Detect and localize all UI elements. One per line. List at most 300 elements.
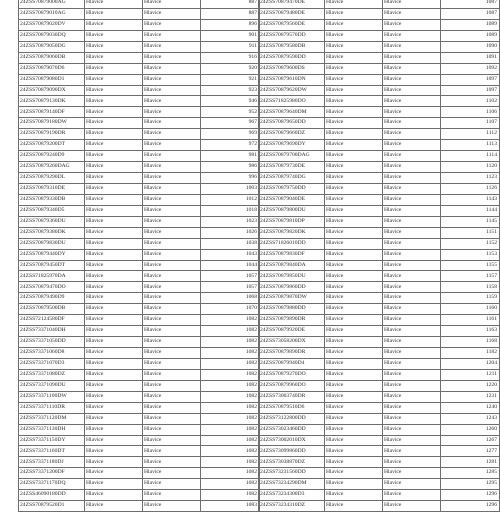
part-number-cell: 24ZSS71825980DO	[259, 96, 325, 107]
description-cell: Hlavice	[85, 380, 143, 391]
table-row	[259, 0, 500, 8]
description-cell: Hlavice	[85, 326, 143, 337]
description-cell: Hlavice	[325, 282, 383, 293]
part-number-cell: 24ZSS73371100DW	[19, 391, 85, 402]
table-row	[259, 238, 500, 249]
part-number-cell: 24ZSS73058200DX	[259, 337, 325, 348]
value-cell: 896	[201, 19, 260, 30]
description-cell: Hlavice	[325, 468, 383, 479]
part-number-cell: 24ZSS70879130DK	[19, 96, 85, 107]
value-cell: 1123	[441, 173, 500, 184]
part-number-cell: 24ZSS70879510D6	[259, 402, 325, 413]
table-row	[259, 380, 500, 391]
description-cell: Hlavice	[325, 227, 383, 238]
description-cell: Hlavice	[325, 315, 383, 326]
description-cell: Hlavice	[383, 260, 441, 271]
description-cell: Hlavice	[143, 424, 201, 435]
part-number-cell: 24ZSS70879450DT	[19, 260, 85, 271]
description-cell: Hlavice	[143, 19, 201, 30]
description-cell: Hlavice	[143, 173, 201, 184]
description-cell: Hlavice	[143, 468, 201, 479]
value-cell: 1082	[201, 369, 260, 380]
part-number-cell: 24ZSS70879800DU	[259, 205, 325, 216]
description-cell: Hlavice	[383, 227, 441, 238]
table-row	[19, 391, 260, 402]
value-cell: 911	[201, 41, 260, 52]
part-number-cell: 24ZSS70879740DG	[259, 173, 325, 184]
value-cell: 1057	[201, 271, 260, 282]
part-number-cell: 24ZSS70879590DD	[259, 52, 325, 63]
value-cell: 981	[201, 151, 260, 162]
part-number-cell: 24ZSS73122800DD	[259, 413, 325, 424]
value-cell: 1087	[441, 0, 500, 8]
value-cell: 1281	[441, 457, 500, 468]
description-cell: Hlavice	[143, 118, 201, 129]
description-cell: Hlavice	[85, 337, 143, 348]
value-cell: 1120	[441, 162, 500, 173]
description-cell: Hlavice	[325, 63, 383, 74]
part-number-cell: 24ZSS72124580DF	[19, 315, 85, 326]
description-cell: Hlavice	[325, 337, 383, 348]
part-number-cell: 24ZSS70879360DU	[19, 216, 85, 227]
description-cell: Hlavice	[325, 194, 383, 205]
part-number-cell: 24ZSS73234290DM	[259, 479, 325, 490]
description-cell: Hlavice	[143, 402, 201, 413]
table-row	[19, 435, 260, 446]
part-number-cell: 24ZSS46090180DD	[19, 490, 85, 501]
table-row	[259, 30, 500, 41]
part-number-cell: 24ZSS70879520D1	[19, 501, 85, 512]
description-cell: Hlavice	[383, 271, 441, 282]
value-cell: 916	[201, 52, 260, 63]
description-cell: Hlavice	[383, 173, 441, 184]
value-cell: 1038	[201, 238, 260, 249]
description-cell: Hlavice	[85, 216, 143, 227]
table-row	[19, 107, 260, 118]
value-cell: 1089	[441, 30, 500, 41]
description-cell: Hlavice	[85, 238, 143, 249]
value-cell: 1043	[201, 249, 260, 260]
description-cell: Hlavice	[85, 315, 143, 326]
description-cell: Hlavice	[325, 490, 383, 501]
description-cell: Hlavice	[325, 85, 383, 96]
description-cell: Hlavice	[325, 74, 383, 85]
table-row	[19, 501, 260, 512]
description-cell: Hlavice	[143, 501, 201, 512]
description-cell: Hlavice	[143, 249, 201, 260]
table-row	[19, 216, 260, 227]
table-row	[259, 249, 500, 260]
value-cell: 1106	[441, 107, 500, 118]
description-cell: Hlavice	[325, 326, 383, 337]
table-row	[259, 358, 500, 369]
description-cell: Hlavice	[85, 402, 143, 413]
value-cell: 1182	[441, 348, 500, 359]
description-cell: Hlavice	[325, 435, 383, 446]
part-number-cell: 24ZSS73234300D3	[259, 490, 325, 501]
description-cell: Hlavice	[143, 369, 201, 380]
description-cell: Hlavice	[325, 183, 383, 194]
description-cell: Hlavice	[325, 446, 383, 457]
description-cell: Hlavice	[383, 326, 441, 337]
description-cell: Hlavice	[325, 96, 383, 107]
part-number-cell: 24ZSS73371110DR	[19, 402, 85, 413]
description-cell: Hlavice	[325, 249, 383, 260]
value-cell: 1204	[441, 358, 500, 369]
table-row	[19, 173, 260, 184]
description-cell: Hlavice	[85, 490, 143, 501]
description-cell: Hlavice	[383, 30, 441, 41]
value-cell: 923	[201, 85, 260, 96]
value-cell: 1057	[201, 282, 260, 293]
description-cell: Hlavice	[143, 326, 201, 337]
table-row	[259, 282, 500, 293]
table-row	[259, 107, 500, 118]
table-row	[19, 457, 260, 468]
description-cell: Hlavice	[85, 227, 143, 238]
table-row	[19, 348, 260, 359]
description-cell: Hlavice	[85, 358, 143, 369]
value-cell: 1114	[441, 151, 500, 162]
description-cell: Hlavice	[383, 205, 441, 216]
part-number-cell: 24ZSS73003740DR	[259, 391, 325, 402]
description-cell: Hlavice	[325, 173, 383, 184]
table-row	[19, 52, 260, 63]
description-cell: Hlavice	[85, 107, 143, 118]
description-cell: Hlavice	[325, 304, 383, 315]
value-cell: 1157	[441, 271, 500, 282]
part-number-cell: 24ZSS70879850DU	[259, 271, 325, 282]
description-cell: Hlavice	[85, 194, 143, 205]
value-cell: 1155	[441, 260, 500, 271]
table-row	[259, 183, 500, 194]
description-cell: Hlavice	[325, 479, 383, 490]
description-cell: Hlavice	[383, 74, 441, 85]
value-cell: 1082	[201, 490, 260, 501]
table-row	[19, 282, 260, 293]
part-number-cell: 24ZSS70879240D9	[19, 151, 85, 162]
table-row	[19, 402, 260, 413]
value-cell: 1018	[201, 205, 260, 216]
part-number-cell: 24ZSS73371170DQ	[19, 479, 85, 490]
table-row	[19, 85, 260, 96]
table-row	[259, 402, 500, 413]
part-number-cell: 24ZSS70879010AG	[19, 8, 85, 19]
description-cell: Hlavice	[383, 402, 441, 413]
part-number-cell: 24ZSS70879860DD	[259, 282, 325, 293]
description-cell: Hlavice	[85, 479, 143, 490]
value-cell: 1163	[441, 326, 500, 337]
value-cell: 1070	[201, 304, 260, 315]
part-number-cell: 24ZSS70879440DY	[19, 249, 85, 260]
value-cell: 1082	[201, 479, 260, 490]
description-cell: Hlavice	[383, 151, 441, 162]
description-cell: Hlavice	[325, 424, 383, 435]
description-cell: Hlavice	[325, 107, 383, 118]
table-row	[19, 140, 260, 151]
value-cell: 1082	[201, 358, 260, 369]
table-row	[259, 391, 500, 402]
description-cell: Hlavice	[143, 52, 201, 63]
part-number-cell: 24ZSS70879090DX	[19, 85, 85, 96]
description-cell: Hlavice	[383, 293, 441, 304]
table-row	[259, 271, 500, 282]
table-row	[259, 424, 500, 435]
table-row	[19, 479, 260, 490]
description-cell: Hlavice	[325, 293, 383, 304]
table-row	[19, 337, 260, 348]
description-cell: Hlavice	[85, 63, 143, 74]
table-row	[259, 8, 500, 19]
value-cell: 996	[201, 173, 260, 184]
description-cell: Hlavice	[383, 380, 441, 391]
description-cell: Hlavice	[325, 151, 383, 162]
table-row	[259, 293, 500, 304]
description-cell: Hlavice	[325, 457, 383, 468]
table-row	[19, 194, 260, 205]
description-cell: Hlavice	[383, 479, 441, 490]
table-row	[19, 260, 260, 271]
value-cell: 1260	[441, 424, 500, 435]
description-cell: Hlavice	[383, 358, 441, 369]
description-cell: Hlavice	[143, 457, 201, 468]
description-cell: Hlavice	[85, 19, 143, 30]
value-cell: 1296	[441, 490, 500, 501]
table-row	[259, 74, 500, 85]
part-number-cell: 24ZSS70879470DE	[259, 0, 325, 8]
value-cell: 1151	[441, 227, 500, 238]
value-cell: 1220	[441, 380, 500, 391]
description-cell: Hlavice	[325, 0, 383, 8]
part-number-cell: 24ZSS73099860DD	[259, 446, 325, 457]
description-cell: Hlavice	[325, 205, 383, 216]
part-number-cell: 24ZSS70879020DV	[19, 19, 85, 30]
description-cell: Hlavice	[143, 129, 201, 140]
table-row	[259, 315, 500, 326]
part-number-cell: 24ZSS70879830DF	[259, 249, 325, 260]
value-cell: 1082	[201, 457, 260, 468]
description-cell: Hlavice	[383, 183, 441, 194]
value-cell: 1090	[441, 41, 500, 52]
description-cell: Hlavice	[85, 41, 143, 52]
value-cell: 952	[201, 107, 260, 118]
part-number-cell: 24ZSS73371050DD	[19, 337, 85, 348]
table-row	[19, 304, 260, 315]
table-row	[259, 85, 500, 96]
description-cell: Hlavice	[383, 348, 441, 359]
table-row	[19, 63, 260, 74]
description-cell: Hlavice	[85, 52, 143, 63]
table-row	[19, 129, 260, 140]
part-number-cell: 24ZSS70879610DN	[259, 74, 325, 85]
description-cell: Hlavice	[383, 216, 441, 227]
description-cell: Hlavice	[325, 271, 383, 282]
value-cell: 1285	[441, 468, 500, 479]
description-cell: Hlavice	[143, 282, 201, 293]
value-cell: 1083	[201, 501, 260, 512]
table-row	[259, 151, 500, 162]
table-row	[259, 260, 500, 271]
table-row	[259, 435, 500, 446]
description-cell: Hlavice	[383, 162, 441, 173]
description-cell: Hlavice	[383, 304, 441, 315]
part-number-cell: 24ZSS70879290DL	[19, 173, 85, 184]
part-number-cell: 24ZSS73231560DD	[259, 468, 325, 479]
part-number-cell: 24ZSS70879650DD	[259, 118, 325, 129]
description-cell: Hlavice	[85, 271, 143, 282]
table-row	[19, 41, 260, 52]
part-number-cell: 24ZSS73371120DM	[19, 413, 85, 424]
value-cell: 1082	[201, 424, 260, 435]
value-cell: 887	[201, 8, 260, 19]
description-cell: Hlavice	[143, 74, 201, 85]
description-cell: Hlavice	[85, 183, 143, 194]
description-cell: Hlavice	[325, 501, 383, 512]
table-row	[259, 52, 500, 63]
description-cell: Hlavice	[143, 0, 201, 8]
part-number-cell: 24ZSS70879330DB	[19, 194, 85, 205]
description-cell: Hlavice	[325, 358, 383, 369]
table-row	[19, 8, 260, 19]
part-number-cell: 24ZSS70879380DK	[19, 227, 85, 238]
value-cell: 1231	[441, 391, 500, 402]
description-cell: Hlavice	[143, 227, 201, 238]
part-number-cell: 24ZSS70879080D1	[19, 74, 85, 85]
part-number-cell: 24ZSS71826010DD	[259, 238, 325, 249]
value-cell: 1158	[441, 282, 500, 293]
part-number-cell: 24ZSS73371040DH	[19, 326, 85, 337]
description-cell: Hlavice	[383, 435, 441, 446]
table-row	[259, 96, 500, 107]
description-cell: Hlavice	[325, 413, 383, 424]
table-row	[19, 19, 260, 30]
table-row	[19, 413, 260, 424]
description-cell: Hlavice	[85, 30, 143, 41]
table-row	[19, 0, 260, 8]
description-cell: Hlavice	[143, 446, 201, 457]
part-number-cell: 24ZSS70879840DA	[259, 260, 325, 271]
value-cell: 1113	[441, 140, 500, 151]
description-cell: Hlavice	[383, 194, 441, 205]
value-cell: 1102	[441, 96, 500, 107]
description-cell: Hlavice	[85, 151, 143, 162]
description-cell: Hlavice	[143, 41, 201, 52]
description-cell: Hlavice	[383, 63, 441, 74]
description-cell: Hlavice	[383, 41, 441, 52]
description-cell: Hlavice	[143, 348, 201, 359]
table-row	[19, 271, 260, 282]
description-cell: Hlavice	[85, 0, 143, 8]
part-number-cell: 24ZSS70879880DD	[259, 304, 325, 315]
part-number-cell: 24ZSS73371060D8	[19, 348, 85, 359]
value-cell: 1107	[441, 118, 500, 129]
table-row	[19, 205, 260, 216]
table-row	[259, 63, 500, 74]
part-number-cell: 24ZSS70879030DQ	[19, 30, 85, 41]
part-number-cell: 24ZSS70879190DR	[19, 129, 85, 140]
description-cell: Hlavice	[85, 501, 143, 512]
part-number-cell: 24ZSS70879200DT	[19, 140, 85, 151]
value-cell: 1267	[441, 435, 500, 446]
table-row	[259, 413, 500, 424]
value-cell: 1082	[201, 380, 260, 391]
table-row	[259, 118, 500, 129]
description-cell: Hlavice	[325, 402, 383, 413]
part-number-cell: 24ZSS70879500DB	[19, 304, 85, 315]
description-cell: Hlavice	[383, 85, 441, 96]
value-cell: 921	[201, 74, 260, 85]
table-row	[259, 216, 500, 227]
table-row	[19, 74, 260, 85]
description-cell: Hlavice	[143, 479, 201, 490]
part-number-cell: 24ZSS70879180DW	[19, 118, 85, 129]
value-cell: 1082	[201, 326, 260, 337]
part-number-cell: 24ZSS70879470DO	[19, 282, 85, 293]
description-cell: Hlavice	[85, 282, 143, 293]
table-row	[259, 348, 500, 359]
table-row	[19, 446, 260, 457]
description-cell: Hlavice	[143, 162, 201, 173]
part-number-cell: 24ZSS70879310DE	[19, 183, 85, 194]
description-cell: Hlavice	[383, 337, 441, 348]
table-row	[259, 490, 500, 501]
value-cell: 986	[201, 162, 260, 173]
table-row	[19, 30, 260, 41]
description-cell: Hlavice	[85, 85, 143, 96]
description-cell: Hlavice	[143, 337, 201, 348]
table-row	[19, 315, 260, 326]
value-cell: 1082	[201, 446, 260, 457]
description-cell: Hlavice	[143, 30, 201, 41]
description-cell: Hlavice	[325, 52, 383, 63]
description-cell: Hlavice	[143, 238, 201, 249]
description-cell: Hlavice	[325, 41, 383, 52]
part-number-cell: 24ZSS73038870DZ	[259, 457, 325, 468]
description-cell: Hlavice	[383, 249, 441, 260]
table-row	[19, 249, 260, 260]
description-cell: Hlavice	[325, 19, 383, 30]
description-cell: Hlavice	[143, 435, 201, 446]
description-cell: Hlavice	[325, 391, 383, 402]
description-cell: Hlavice	[85, 118, 143, 129]
table-row	[259, 205, 500, 216]
part-number-cell: 24ZSS70879580DB	[259, 41, 325, 52]
part-number-cell: 24ZSS70879690DY	[259, 140, 325, 151]
part-number-cell: 24ZSS70879070D6	[19, 63, 85, 74]
value-cell: 1082	[201, 468, 260, 479]
description-cell: Hlavice	[85, 293, 143, 304]
part-number-cell: 24ZSS70879340D5	[19, 205, 85, 216]
description-cell: Hlavice	[85, 435, 143, 446]
description-cell: Hlavice	[143, 293, 201, 304]
description-cell: Hlavice	[85, 173, 143, 184]
value-cell: 1087	[441, 8, 500, 19]
description-cell: Hlavice	[85, 8, 143, 19]
table-row	[19, 238, 260, 249]
description-cell: Hlavice	[383, 424, 441, 435]
part-number-cell: 24ZSS70879700DAG	[259, 151, 325, 162]
part-number-cell: 24ZSS70879490D9	[19, 293, 85, 304]
table-row	[19, 227, 260, 238]
description-cell: Hlavice	[85, 348, 143, 359]
table-row	[19, 162, 260, 173]
part-list-table-right	[258, 0, 500, 512]
table-body	[259, 0, 500, 512]
description-cell: Hlavice	[85, 162, 143, 173]
description-cell: Hlavice	[85, 391, 143, 402]
description-cell: Hlavice	[383, 315, 441, 326]
table-row	[259, 479, 500, 490]
